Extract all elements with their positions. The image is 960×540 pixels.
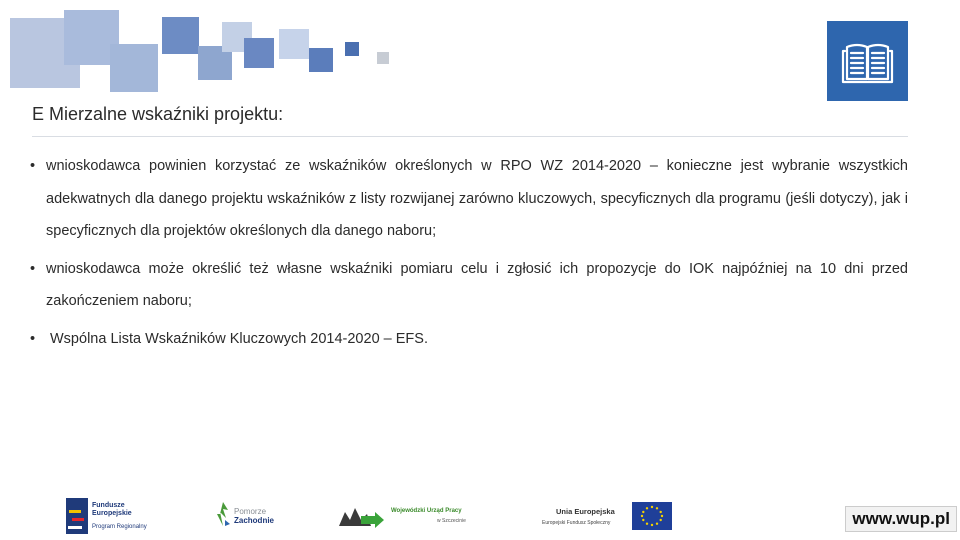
deco-square	[377, 52, 389, 64]
fundusze-europejskie-emblem	[66, 498, 88, 534]
deco-square	[279, 29, 309, 59]
book-icon-box	[827, 21, 908, 101]
deco-square	[309, 48, 333, 72]
wup-emblem	[337, 502, 385, 528]
deco-square	[244, 38, 274, 68]
deco-square	[345, 42, 359, 56]
page-title: E Mierzalne wskaźniki projektu:	[32, 104, 284, 124]
logo-text: Unia Europejska	[556, 507, 615, 516]
bullet-dot: •	[30, 260, 36, 277]
open-book-icon	[827, 21, 908, 101]
logo-text: Europejskie	[92, 510, 132, 517]
deco-square	[110, 44, 158, 92]
pomorze-emblem	[214, 500, 232, 528]
logo-fundusze-europejskie	[66, 496, 166, 536]
bullet-text: wnioskodawca może określić też własne wskaźniki pomiaru celu i zgłosić ich propozycje do IOK najpóźniej na 10 dni przed zakończeniem naboru;	[46, 260, 908, 309]
logo-text: Fundusze	[92, 502, 125, 509]
logo-text: w Szczecinie	[437, 518, 466, 524]
logo-unia-europejska	[540, 500, 680, 534]
logo-text: Europejski Fundusz Społeczny	[542, 520, 611, 526]
eu-flag-icon	[632, 502, 672, 530]
bullet-list	[30, 150, 908, 360]
list-item	[30, 323, 908, 356]
title-divider	[32, 136, 908, 137]
bullet-dot: •	[30, 158, 36, 174]
website-url[interactable]: www.wup.pl	[845, 506, 957, 532]
list-item	[30, 150, 908, 248]
bullet-text: wnioskodawca powinien korzystać ze wskaźników określonych w RPO WZ 2014-2020 – konieczne jest wybranie wszystkich adekwatnych dla danego projektu wskaźników z listy rozwijanej zarówno kluczowych, specyficznych dla programu (jeśli dotyczy), jak i specyficznych dla projektów określonych dla danego naboru;	[46, 158, 908, 239]
logo-wup	[337, 500, 487, 532]
bullet-dot: •	[30, 330, 36, 347]
logo-text: Wojewódzki Urząd Pracy	[391, 508, 462, 514]
logo-text: Program Regionalny	[92, 524, 147, 530]
bullet-text: Wspólna Lista Wskaźników Kluczowych 2014-2020 – EFS.	[50, 330, 428, 347]
footer-logos	[0, 492, 960, 540]
deco-square	[162, 17, 199, 54]
logo-text: Pomorze	[234, 507, 267, 516]
logo-pomorze-zachodnie	[214, 500, 284, 532]
list-item	[30, 253, 908, 318]
logo-text: Zachodnie	[234, 516, 275, 525]
